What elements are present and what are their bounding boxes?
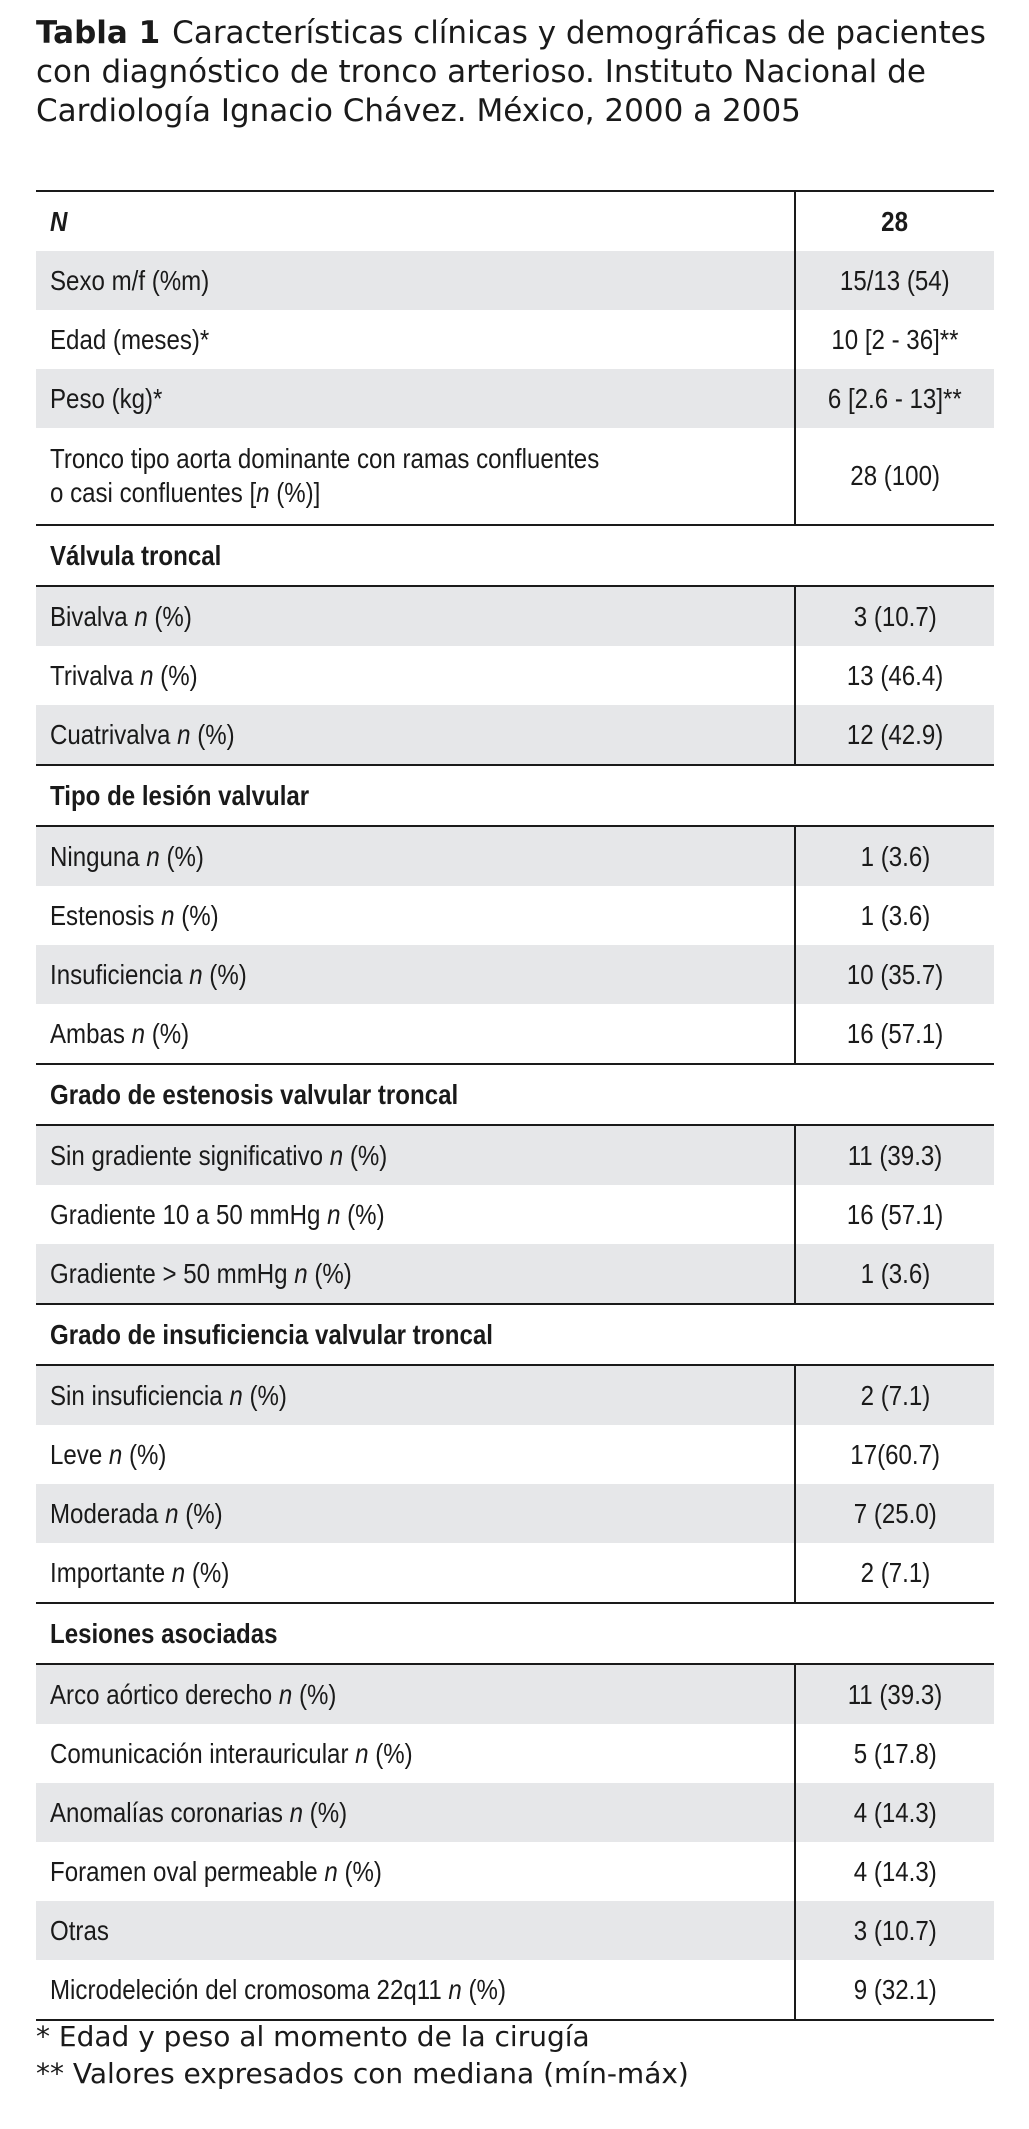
n-symbol: n <box>108 1438 123 1470</box>
table-row <box>36 1244 994 1303</box>
section-title-cell <box>36 1065 994 1124</box>
row-value-cell <box>794 1842 994 1901</box>
row-value: 1 (3.6) <box>860 840 930 872</box>
row-label-line-2-post: (%)] <box>269 477 321 508</box>
row-label <box>50 1139 387 1173</box>
row-value: 11 (39.3) <box>847 1139 943 1171</box>
row-value-cell <box>794 886 994 945</box>
row-label-cell <box>36 1004 794 1063</box>
n-symbol: n <box>229 1379 243 1411</box>
row-label <box>50 958 247 992</box>
footnote-1: * Edad y peso al momento de la cirugía <box>36 2020 590 2053</box>
section-header-row <box>36 524 994 587</box>
row-label <box>50 1737 413 1771</box>
row-value-cell <box>794 369 994 428</box>
row-label <box>50 1678 336 1712</box>
row-label-text: Ambas <box>50 1017 125 1049</box>
table-row <box>36 428 994 524</box>
row-value-cell <box>794 646 994 705</box>
row-value-cell <box>794 251 994 310</box>
row-value-cell <box>794 827 994 886</box>
section-title-cell <box>36 526 994 585</box>
table-row <box>36 1484 994 1543</box>
row-value-cell <box>794 1366 994 1425</box>
row-label-cell <box>36 1901 794 1960</box>
row-label <box>50 1438 166 1472</box>
row-label-cell <box>36 945 794 1004</box>
row-value: 15/13 (54) <box>840 264 950 296</box>
section-header-row <box>36 1602 994 1665</box>
row-label-text: Comunicación interauricular <box>50 1737 349 1769</box>
table-caption-text: Características clínicas y demográficas de pacientes con diagnóstico de tronco arterioso. Instituto Nacional de Cardiología Ignacio Chávez. México, 2000 a 2005 <box>36 15 986 129</box>
row-value-cell <box>794 1783 994 1842</box>
percent-suffix: (%) <box>242 1379 287 1411</box>
row-value-cell <box>794 1901 994 1960</box>
row-label-text: Leve <box>50 1438 103 1470</box>
row-value-cell <box>794 1484 994 1543</box>
percent-suffix: (%) <box>302 1796 348 1828</box>
section-header-row <box>36 1063 994 1126</box>
section-title-cell <box>36 766 994 825</box>
section-title: Tipo de lesión valvular <box>50 779 310 811</box>
row-value: 1 (3.6) <box>860 1257 930 1289</box>
n-symbol: n <box>146 840 160 872</box>
table-row <box>36 1543 994 1602</box>
row-value-cell <box>794 1185 994 1244</box>
row-value-cell <box>794 1126 994 1185</box>
row-label-text: Ninguna <box>50 840 140 872</box>
row-label-text: Moderada <box>50 1497 159 1529</box>
row-label-line-2-pre: o casi confluentes [ <box>50 477 257 508</box>
row-label-text: Sin gradiente significativo <box>50 1139 324 1171</box>
row-value-cell <box>794 705 994 764</box>
percent-suffix: (%) <box>292 1678 337 1710</box>
n-symbol: n <box>327 1198 341 1230</box>
row-label-text: Gradiente 10 a 50 mmHg <box>50 1198 321 1230</box>
row-label: Edad (meses)* <box>50 323 210 355</box>
row-value: 6 [2.6 - 13]** <box>828 382 962 414</box>
row-label-cell <box>36 1960 794 2019</box>
row-value: 11 (39.3) <box>847 1678 943 1710</box>
n-symbol: n <box>278 1678 293 1710</box>
row-label-cell <box>36 1185 794 1244</box>
percent-suffix: (%) <box>145 1017 190 1049</box>
section-title: Grado de insuficiencia valvular troncal <box>50 1318 493 1350</box>
row-label-text: Arco aórtico derecho <box>50 1678 273 1710</box>
row-label-line-1: Tronco tipo aorta dominante con ramas confluentes <box>50 443 600 474</box>
row-value: 12 (42.9) <box>846 718 944 750</box>
row-label-cell <box>36 1366 794 1425</box>
row-value: 9 (32.1) <box>853 1973 937 2005</box>
table-row <box>36 1724 994 1783</box>
percent-suffix: (%) <box>174 899 219 931</box>
row-value: 5 (17.8) <box>853 1737 937 1769</box>
row-label-text: Microdeleción del cromosoma 22q11 <box>50 1973 442 2005</box>
row-label-text: Importante <box>50 1556 166 1588</box>
row-label <box>50 840 204 874</box>
row-label-cell <box>36 1842 794 1901</box>
row-value-cell <box>794 428 994 524</box>
section-title-cell <box>36 1604 994 1663</box>
header-value: 28 <box>881 205 909 237</box>
row-value: 3 (10.7) <box>853 600 937 632</box>
percent-suffix: (%) <box>122 1438 167 1470</box>
table-row <box>36 705 994 764</box>
table-row <box>36 1185 994 1244</box>
row-label-cell <box>36 1665 794 1724</box>
row-label-line-2 <box>50 476 669 510</box>
percent-suffix: (%) <box>190 718 235 750</box>
section-title: Válvula troncal <box>50 539 222 571</box>
n-symbol: n <box>140 659 154 691</box>
n-symbol: n <box>171 1556 186 1588</box>
row-label-cell <box>36 1425 794 1484</box>
row-label <box>50 1379 287 1413</box>
row-label-cell <box>36 587 794 646</box>
table-row <box>36 1425 994 1484</box>
n-symbol: n <box>355 1737 369 1769</box>
row-label-cell <box>36 1126 794 1185</box>
percent-suffix: (%) <box>340 1198 385 1230</box>
percent-suffix: (%) <box>461 1973 506 2005</box>
row-value-cell <box>794 1425 994 1484</box>
table-row <box>36 1960 994 2019</box>
percent-suffix: (%) <box>147 600 192 632</box>
section-title-cell <box>36 1305 994 1364</box>
header-value-cell <box>794 192 994 251</box>
table-row <box>36 587 994 646</box>
row-label-text: Gradiente > 50 mmHg <box>50 1257 288 1289</box>
table-row <box>36 646 994 705</box>
percent-suffix: (%) <box>368 1737 413 1769</box>
table-row <box>36 1901 994 1960</box>
table-row <box>36 1665 994 1724</box>
row-label-cell <box>36 428 794 524</box>
row-value-cell <box>794 1004 994 1063</box>
table-row <box>36 1783 994 1842</box>
table-header-row <box>36 192 994 251</box>
row-label-text: Cuatrivalva <box>50 718 171 750</box>
table-row <box>36 369 994 428</box>
table-row <box>36 827 994 886</box>
row-label-cell <box>36 1484 794 1543</box>
row-value-cell <box>794 1244 994 1303</box>
section-header-row <box>36 1303 994 1366</box>
footnote-2: ** Valores expresados con mediana (mín-máx) <box>36 2057 689 2090</box>
row-value-cell <box>794 1543 994 1602</box>
n-symbol: n <box>256 477 270 508</box>
percent-suffix: (%) <box>153 659 198 691</box>
row-label-cell <box>36 310 794 369</box>
data-table <box>36 190 994 2021</box>
row-label <box>50 1257 352 1291</box>
row-label <box>50 899 219 933</box>
footnotes <box>36 2018 994 2092</box>
n-symbol: n <box>131 1017 146 1049</box>
row-label-cell <box>36 369 794 428</box>
row-label <box>50 442 669 510</box>
table-caption-label: Tabla 1 <box>36 15 161 51</box>
row-value: 2 (7.1) <box>860 1379 930 1411</box>
header-label-cell <box>36 192 794 251</box>
table-row <box>36 251 994 310</box>
table-row <box>36 886 994 945</box>
section-title: Lesiones asociadas <box>50 1617 278 1649</box>
percent-suffix: (%) <box>178 1497 223 1529</box>
row-label <box>50 1914 109 1948</box>
percent-suffix: (%) <box>185 1556 230 1588</box>
row-value: 10 [2 - 36]** <box>831 323 959 355</box>
row-value-cell <box>794 587 994 646</box>
row-label-cell <box>36 1244 794 1303</box>
row-label-text: Sin insuficiencia <box>50 1379 223 1411</box>
row-label-text: Otras <box>50 1914 109 1946</box>
row-label-cell <box>36 886 794 945</box>
row-label-cell <box>36 827 794 886</box>
percent-suffix: (%) <box>343 1139 388 1171</box>
row-label-cell <box>36 1783 794 1842</box>
n-symbol: n <box>324 1855 338 1887</box>
table-row <box>36 310 994 369</box>
sections-container <box>36 524 994 2019</box>
table-row <box>36 1366 994 1425</box>
row-label <box>50 1497 223 1531</box>
n-symbol: n <box>294 1257 308 1289</box>
row-value-cell <box>794 1665 994 1724</box>
row-label <box>50 1198 385 1232</box>
row-value: 1 (3.6) <box>860 899 930 931</box>
row-value: 4 (14.3) <box>853 1855 937 1887</box>
row-value: 16 (57.1) <box>846 1198 944 1230</box>
n-symbol: n <box>134 600 148 632</box>
row-label: Peso (kg)* <box>50 382 163 414</box>
row-value: 28 (100) <box>850 460 940 491</box>
row-value: 10 (35.7) <box>846 958 944 990</box>
table-row <box>36 1842 994 1901</box>
row-value: 2 (7.1) <box>860 1556 930 1588</box>
row-label <box>50 600 192 634</box>
row-label <box>50 1796 347 1830</box>
n-symbol: n <box>289 1796 303 1828</box>
row-value: 4 (14.3) <box>853 1796 937 1828</box>
row-value-cell <box>794 945 994 1004</box>
n-symbol: n <box>177 718 191 750</box>
n-symbol: n <box>161 899 175 931</box>
table-row <box>36 945 994 1004</box>
table-caption <box>36 14 1000 131</box>
row-value-cell <box>794 1960 994 2019</box>
section-title: Grado de estenosis valvular troncal <box>50 1078 459 1110</box>
table-row <box>36 1126 994 1185</box>
row-label-text: Insuficiencia <box>50 958 183 990</box>
row-value: 13 (46.4) <box>846 659 944 691</box>
percent-suffix: (%) <box>337 1855 382 1887</box>
percent-suffix: (%) <box>307 1257 352 1289</box>
n-symbol: n <box>329 1139 344 1171</box>
percent-suffix: (%) <box>202 958 247 990</box>
row-value: 16 (57.1) <box>846 1017 944 1049</box>
row-label-cell <box>36 646 794 705</box>
section-header-row <box>36 764 994 827</box>
row-label <box>50 1017 189 1051</box>
table-row <box>36 1004 994 1063</box>
n-symbol: n <box>189 958 203 990</box>
row-label-cell <box>36 1724 794 1783</box>
row-value: 7 (25.0) <box>853 1497 937 1529</box>
row-label <box>50 1973 506 2007</box>
n-symbol: n <box>165 1497 179 1529</box>
row-value: 17(60.7) <box>850 1438 940 1470</box>
n-symbol: n <box>448 1973 462 2005</box>
header-label: N <box>50 205 68 237</box>
row-label <box>50 1556 229 1590</box>
row-label-text: Bivalva <box>50 600 128 632</box>
row-label-text: Foramen oval permeable <box>50 1855 318 1887</box>
row-label-cell <box>36 1543 794 1602</box>
percent-suffix: (%) <box>159 840 204 872</box>
row-label: Sexo m/f (%m) <box>50 264 210 296</box>
row-label-cell <box>36 705 794 764</box>
row-label-cell <box>36 251 794 310</box>
row-label <box>50 659 198 693</box>
row-label-text: Estenosis <box>50 899 155 931</box>
row-label-text: Anomalías coronarias <box>50 1796 283 1828</box>
row-value-cell <box>794 310 994 369</box>
row-label <box>50 718 235 752</box>
row-label-text: Trivalva <box>50 659 134 691</box>
row-value: 3 (10.7) <box>853 1914 937 1946</box>
row-label <box>50 1855 382 1889</box>
row-value-cell <box>794 1724 994 1783</box>
